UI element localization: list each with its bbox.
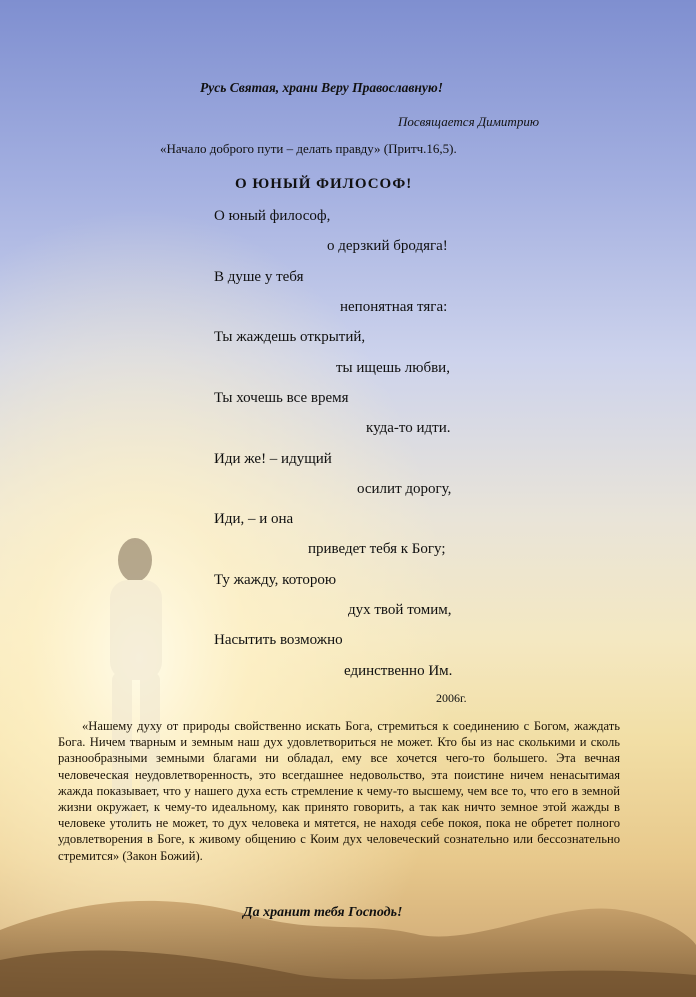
poem-year: 2006г. [436, 691, 467, 705]
motto: Русь Святая, храни Веру Православную! [200, 80, 444, 95]
dedication: Посвящается Димитрию [398, 114, 539, 129]
poem-line: Ты жаждешь открытий, [214, 329, 366, 345]
epigraph: «Начало доброго пути – делать правду» (Притч.16,5). [160, 141, 457, 156]
poem-line: куда-то идти. [366, 420, 451, 436]
poem-line: о дерзкий бродяга! [327, 238, 448, 254]
poem-line: дух твой томим, [348, 602, 452, 618]
poem-line: Насытить возможно [214, 632, 343, 648]
poem-line: Иди же! – идущий [214, 451, 332, 467]
poem-line: приведет тебя к Богу; [308, 541, 446, 557]
poem-title: О ЮНЫЙ ФИЛОСОФ! [235, 176, 413, 192]
poem-line: непонятная тяга: [340, 299, 448, 315]
poem-line: осилит дорогу, [357, 481, 452, 497]
poem-line: О юный философ, [214, 208, 331, 224]
poem-line: ты ищешь любви, [336, 360, 450, 376]
poem-line: Ту жажду, которою [214, 572, 337, 588]
poem-line: В душе у тебя [214, 269, 304, 285]
poem-line: Ты хочешь все время [214, 390, 349, 406]
closing-blessing: Да хранит тебя Господь! [243, 905, 403, 920]
quote-paragraph: «Нашему духу от природы свойственно искать Бога, стремиться к соединению с Богом, жаждать Бога. Ничем тварным и земным наш дух удовлетвориться не может. Кто бы из нас сколькими и сколь разнообразными земными благами ни обладал, ему все хочется чего-то большего. Эта вечная человеческая неудовлетворенность, это всегдашнее недовольство, эта поистине ничем ненасытимая жажда показывает, что у нашего духа есть стремление к чему-то высшему, чем все то, что его в земной жизни окружает, к чему-то идеальному, как принято говорить, а так как ничто земное этой жажды в человеке утолить не может, то дух человека и мятется, не находя себе покоя, пока не обретет полного удовлетворения в Боге, к живому общению с Коим дух человеческий сознательно или бессознательно стремится» (Закон Божий). [58, 719, 620, 863]
poem-line: единственно Им. [344, 663, 453, 679]
poem-line: Иди, – и она [214, 511, 294, 527]
